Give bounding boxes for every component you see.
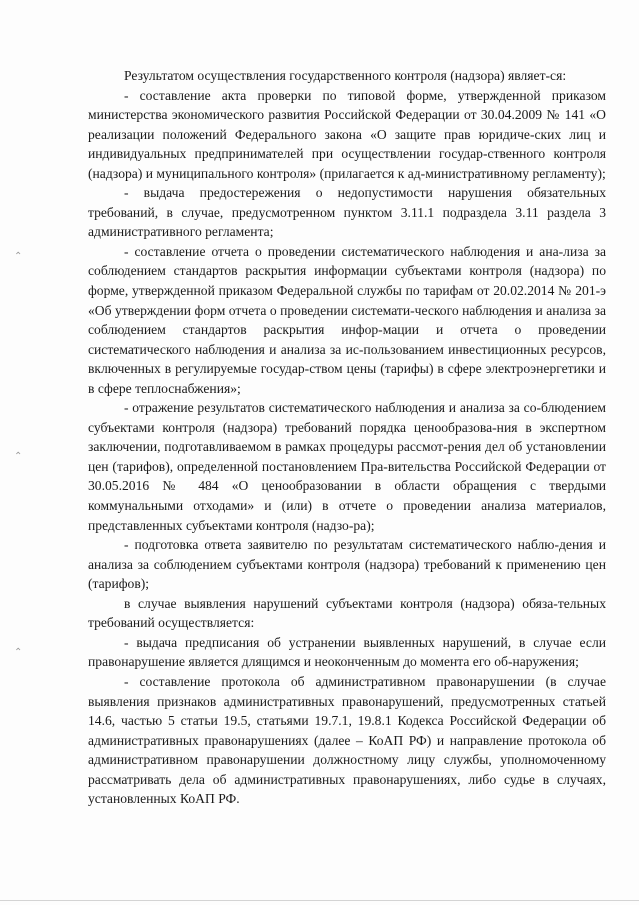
paragraph-inspection-act: - составление акта проверки по типовой форме, утвержденной приказом министерства экономического развития Российской Федерации от 30.04.2009 № 141 «О реализации положений Федерального закона «О защите прав юридиче-ских лиц и индивидуальных предпринимателей при осуществлении государ-ственного контроля (надзора) и муниципального контроля» (прилагается к ад-министративному регламенту);	[88, 87, 606, 181]
paragraph-applicant-reply: - подготовка ответа заявителю по результатам систематического наблю-дения и анализа за соблюдением субъектами контроля (надзора) требований к применению цен (тарифов);	[88, 537, 606, 592]
paragraph-protocol: - составление протокола об административном правонарушении (в случае выявления признаков административных правонарушений, предусмотренных статьей 14.6, частью 5 статьи 19.5, статьями 19.7.1, 19.8.1 Кодекса Российской Федерации об административных правонарушениях (далее – КоАП РФ) и направление протокола об административном правонарушении должностному лицу службы, уполномоченному рассматривать дела об административных правонарушениях, либо судье в случаях, установленных КоАП РФ.	[88, 673, 606, 807]
margin-mark-top: ⌃	[14, 251, 23, 262]
paragraph-warning: - выдача предостережения о недопустимости нарушения обязательных требований, в случае, предусмотренном пунктом 3.11.1 подраздела 3.11 раздела 3 административного регламента;	[88, 185, 606, 240]
paragraph-violations: в случае выявления нарушений субъектами контроля (надзора) обяза-тельных требований осуществляется:	[88, 595, 606, 631]
margin-mark-middle: ⌃	[14, 451, 23, 462]
document-body	[88, 66, 606, 809]
paragraph-intro: Результатом осуществления государственного контроля (надзора) являет-ся:	[124, 68, 567, 83]
paragraph-expert-conclusion: - отражение результатов систематического наблюдения и анализа за со-блюдением субъектами контроля (надзора) требований порядка ценообразова-ния в экспертном заключении, подготавливаемом в рамках процедуры рассмот-рения дел об установлении цен (тарифов), определенной постановлением Пра-вительства Российской Федерации от 30.05.2016 № 484 «О ценообразовании в области обращения с твердыми коммунальными отходами» и (или) в отчете о проведении анализа материалов, представленных субъектами контроля (надзо-ра);	[88, 400, 606, 533]
paragraph-monitoring-report: - составление отчета о проведении систематического наблюдения и ана-лиза за соблюдением стандартов раскрытия информации субъектами контроля (надзора) по форме, утвержденной приказом Федеральной службы по тарифам от 20.02.2014 № 201-э «Об утверждении форм отчета о проведении системати-ческого наблюдения и анализа за соблюдением стандартов раскрытия инфор-мации и отчета о проведении систематического наблюдения и анализа за ис-пользованием инвестиционных ресурсов, включенных в регулируемые государ-ством цены (тарифы) в сфере электроэнергетики и в сфере теплоснабжения»;	[88, 243, 606, 396]
page-edge-line	[0, 900, 639, 901]
paragraph-order: - выдача предписания об устранении выявленных нарушений, в случае если правонарушение является длящимся и неоконченным до момента его об-наружения;	[88, 634, 606, 670]
margin-mark-bottom: ⌃	[14, 647, 23, 658]
